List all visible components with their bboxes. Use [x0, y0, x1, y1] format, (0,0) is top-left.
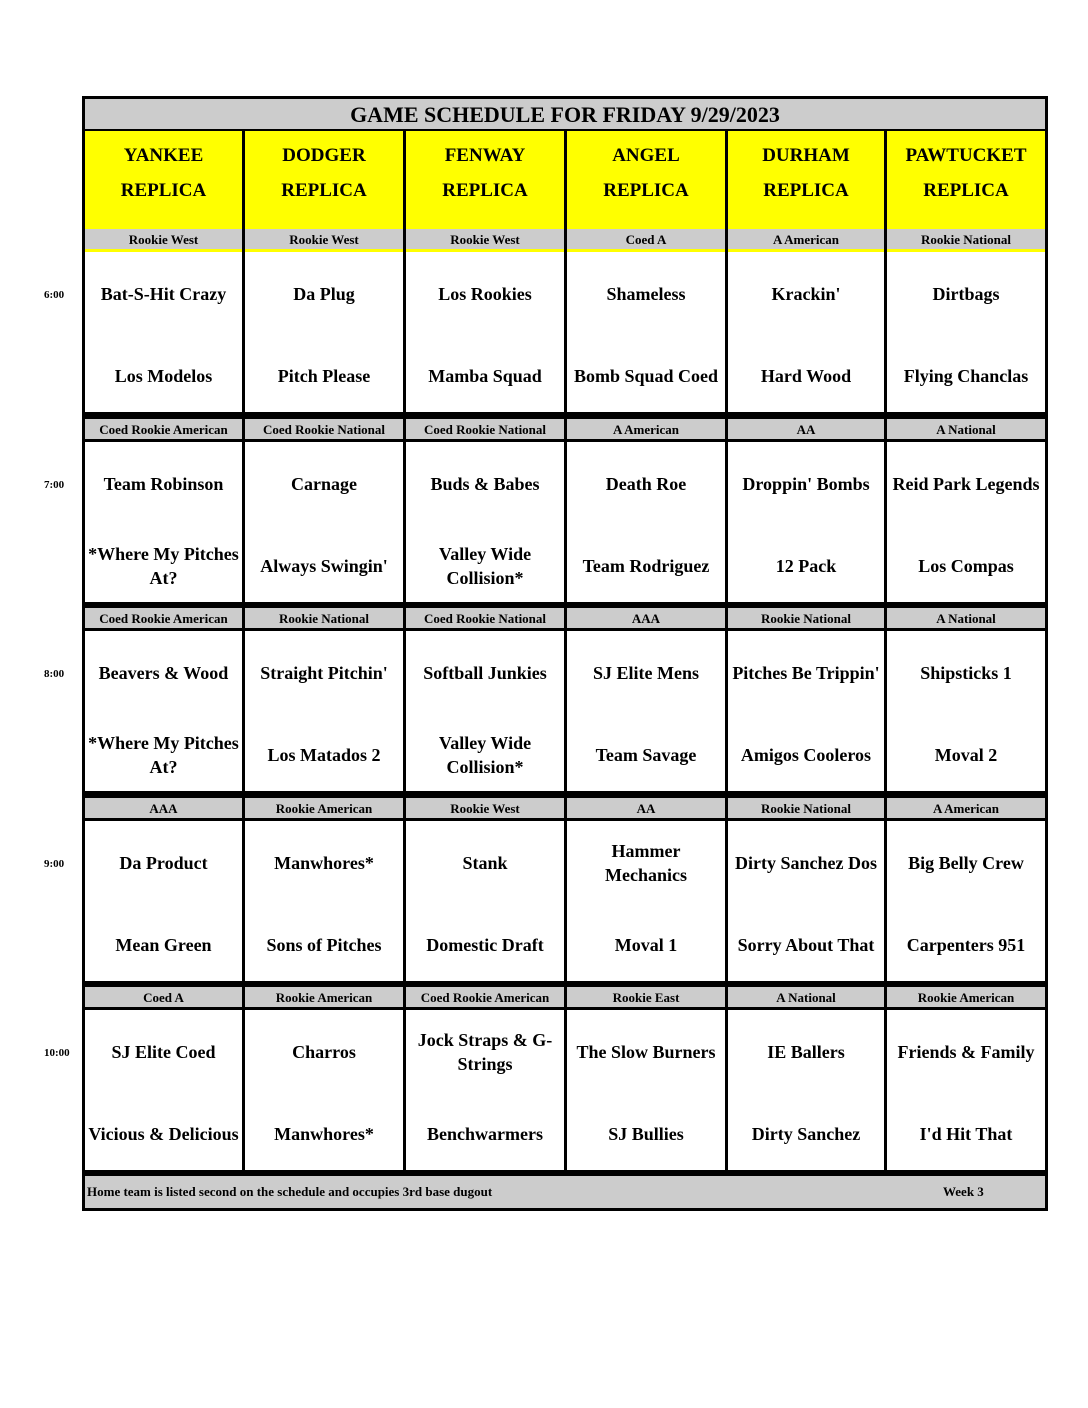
- game-cell: [887, 442, 1045, 602]
- week-label: Week 3: [943, 1184, 984, 1199]
- game-cell: [728, 1010, 884, 1170]
- home-team-name: Valley Wide Collision*: [438, 544, 532, 588]
- division-label: Rookie West: [406, 229, 564, 249]
- schedule-footer: [85, 1176, 1045, 1208]
- game-cell: [728, 442, 884, 602]
- home-team-name: Hard Wood: [760, 366, 852, 386]
- home-team-name: Mamba Squad: [428, 366, 542, 386]
- away-team-name: SJ Elite Mens: [593, 663, 699, 683]
- game-cell: [406, 821, 564, 981]
- away-team-name: Pitches Be Trippin': [732, 663, 880, 683]
- game-cell: [567, 631, 725, 791]
- home-team: [406, 346, 564, 406]
- home-team-name: Dirty Sanchez: [751, 1124, 861, 1144]
- away-team-name: Buds & Babes: [430, 474, 540, 494]
- venue-subtitle: REPLICA: [923, 180, 1009, 201]
- home-team: [85, 725, 242, 785]
- home-team-name: Always Swingin': [260, 556, 388, 576]
- home-team-name: Valley Wide Collision*: [438, 733, 532, 777]
- away-team: [406, 454, 564, 514]
- home-team-name: Flying Chanclas: [903, 366, 1029, 386]
- time-slot-label: 9:00: [44, 858, 65, 870]
- division-label: Rookie American: [887, 987, 1045, 1007]
- away-team-name: Shipsticks 1: [920, 663, 1012, 683]
- home-team: [887, 725, 1045, 785]
- game-cell: [245, 631, 403, 791]
- away-team: [728, 1022, 884, 1082]
- away-team: [567, 454, 725, 514]
- game-cell: [567, 1010, 725, 1170]
- home-team: [406, 536, 564, 596]
- home-team: [406, 915, 564, 975]
- away-team: [887, 643, 1045, 703]
- division-label: Rookie West: [245, 229, 403, 249]
- away-team: [567, 833, 725, 893]
- division-label: AAA: [567, 608, 725, 628]
- division-label: Rookie American: [245, 798, 403, 818]
- venue-subtitle: REPLICA: [281, 180, 367, 201]
- away-team-name: Da Plug: [293, 284, 355, 304]
- home-team: [728, 346, 884, 406]
- division-label: Rookie National: [728, 798, 884, 818]
- away-team: [85, 1022, 242, 1082]
- division-label: Rookie West: [85, 229, 242, 249]
- game-cell: [887, 821, 1045, 981]
- division-label: A National: [728, 987, 884, 1007]
- home-team-name: Moval 1: [614, 935, 678, 955]
- away-team: [887, 264, 1045, 324]
- game-cell: [887, 252, 1045, 412]
- away-team-name: Da Product: [119, 853, 208, 873]
- away-team: [85, 454, 242, 514]
- away-team: [406, 264, 564, 324]
- home-team-name: Carpenters 951: [906, 935, 1026, 955]
- away-team: [245, 264, 403, 324]
- away-team-name: Carnage: [291, 474, 357, 494]
- time-slot-label: 8:00: [44, 668, 65, 680]
- home-team-name: Amigos Cooleros: [740, 745, 872, 765]
- home-team: [567, 725, 725, 785]
- home-team-name: Mean Green: [115, 935, 212, 955]
- away-team-name: Krackin': [771, 284, 841, 304]
- time-slot-label: 6:00: [44, 289, 65, 301]
- away-team-name: Straight Pitchin': [260, 663, 388, 683]
- game-cell: [728, 631, 884, 791]
- venue-name: FENWAY: [444, 145, 526, 166]
- game-cell: [406, 252, 564, 412]
- home-team: [887, 536, 1045, 596]
- away-team: [245, 1022, 403, 1082]
- home-team-name: 12 Pack: [775, 556, 837, 576]
- home-team: [567, 346, 725, 406]
- venue-name: ANGEL: [612, 145, 680, 166]
- division-label: Rookie East: [567, 987, 725, 1007]
- away-team-name: Stank: [462, 853, 508, 873]
- home-team: [728, 1104, 884, 1164]
- game-cell: [85, 821, 242, 981]
- division-label: AA: [567, 798, 725, 818]
- away-team-name: IE Ballers: [767, 1042, 845, 1062]
- footer-note: Home team is listed second on the schedule and occupies 3rd base dugout: [87, 1184, 493, 1199]
- division-label: AAA: [85, 798, 242, 818]
- home-team-name: Sorry About That: [737, 935, 875, 955]
- home-team: [245, 915, 403, 975]
- division-label: A American: [728, 229, 884, 249]
- away-team: [728, 833, 884, 893]
- home-team-name: Los Matados 2: [267, 745, 381, 765]
- home-team: [887, 346, 1045, 406]
- away-team-name: Droppin' Bombs: [742, 474, 870, 494]
- away-team-name: Bat-S-Hit Crazy: [100, 284, 227, 304]
- home-team: [85, 346, 242, 406]
- home-team: [85, 536, 242, 596]
- game-cell: [406, 631, 564, 791]
- home-team: [245, 536, 403, 596]
- away-team: [567, 643, 725, 703]
- home-team: [567, 536, 725, 596]
- home-team-name: Los Modelos: [114, 366, 213, 386]
- home-team-name: Team Rodriguez: [582, 556, 710, 576]
- home-team-name: Domestic Draft: [426, 935, 544, 955]
- home-team-name: Los Compas: [918, 556, 1014, 576]
- time-slot-label: 7:00: [44, 479, 65, 491]
- venue-subtitle: REPLICA: [763, 180, 849, 201]
- game-cell: [85, 1010, 242, 1170]
- home-team: [567, 915, 725, 975]
- home-team: [245, 725, 403, 785]
- game-cell: [887, 1010, 1045, 1170]
- home-team: [887, 915, 1045, 975]
- away-team-name: Big Belly Crew: [908, 853, 1024, 873]
- division-label: Coed A: [567, 229, 725, 249]
- division-label: Rookie West: [406, 798, 564, 818]
- home-team-name: SJ Bullies: [608, 1124, 684, 1144]
- away-team: [85, 643, 242, 703]
- home-team-name: *Where My Pitches At?: [88, 733, 239, 777]
- venue-name: DODGER: [282, 145, 366, 166]
- division-label: Rookie National: [245, 608, 403, 628]
- time-slot-label: 10:00: [44, 1047, 70, 1059]
- away-team-name: Beavers & Wood: [98, 663, 229, 683]
- game-cell: [406, 1010, 564, 1170]
- away-team: [406, 833, 564, 893]
- division-label: Rookie National: [887, 229, 1045, 249]
- away-team: [887, 833, 1045, 893]
- home-team-name: Moval 2: [934, 745, 998, 765]
- game-cell: [85, 442, 242, 602]
- away-team-name: Hammer Mechanics: [605, 841, 687, 885]
- away-team-name: Dirty Sanchez Dos: [735, 853, 877, 873]
- division-label: Coed Rookie National: [406, 419, 564, 439]
- division-label: A American: [887, 798, 1045, 818]
- division-label: Rookie National: [728, 608, 884, 628]
- division-label: AA: [728, 419, 884, 439]
- home-team: [728, 915, 884, 975]
- away-team-name: Charros: [292, 1042, 356, 1062]
- home-team: [567, 1104, 725, 1164]
- home-team: [406, 1104, 564, 1164]
- away-team-name: The Slow Burners: [576, 1042, 716, 1062]
- away-team: [85, 833, 242, 893]
- away-team-name: Dirtbags: [932, 284, 1000, 304]
- away-team: [406, 1022, 564, 1082]
- away-team-name: SJ Elite Coed: [111, 1042, 216, 1062]
- schedule-title: GAME SCHEDULE FOR FRIDAY 9/29/2023: [85, 99, 1045, 129]
- home-team-name: Pitch Please: [277, 366, 371, 386]
- game-cell: [245, 252, 403, 412]
- away-team: [85, 264, 242, 324]
- game-cell: [567, 442, 725, 602]
- venue-name: PAWTUCKET: [905, 145, 1027, 166]
- away-team: [887, 454, 1045, 514]
- away-team: [728, 264, 884, 324]
- home-team: [887, 1104, 1045, 1164]
- game-cell: [245, 821, 403, 981]
- division-label: Coed Rookie National: [245, 419, 403, 439]
- home-team-name: Benchwarmers: [427, 1124, 543, 1144]
- away-team-name: Shameless: [606, 284, 686, 304]
- home-team-name: Sons of Pitches: [266, 935, 382, 955]
- home-team: [85, 915, 242, 975]
- home-team: [728, 536, 884, 596]
- away-team-name: Reid Park Legends: [892, 474, 1040, 494]
- away-team-name: Jock Straps & G-Strings: [417, 1030, 553, 1074]
- away-team: [245, 454, 403, 514]
- game-cell: [85, 252, 242, 412]
- home-team: [245, 1104, 403, 1164]
- away-team: [245, 643, 403, 703]
- home-team-name: I'd Hit That: [919, 1124, 1013, 1144]
- home-team: [85, 1104, 242, 1164]
- division-label: Rookie American: [245, 987, 403, 1007]
- home-team: [245, 346, 403, 406]
- away-team-name: Friends & Family: [897, 1042, 1035, 1062]
- division-label: A National: [887, 608, 1045, 628]
- home-team-name: Manwhores*: [274, 1124, 374, 1144]
- away-team: [406, 643, 564, 703]
- away-team-name: Death Roe: [605, 474, 687, 494]
- home-team-name: Vicious & Delicious: [88, 1124, 239, 1144]
- division-label: Coed Rookie National: [406, 608, 564, 628]
- venue-subtitle: REPLICA: [442, 180, 528, 201]
- venue-subtitle: REPLICA: [603, 180, 689, 201]
- venue-subtitle: REPLICA: [120, 180, 207, 201]
- away-team: [567, 264, 725, 324]
- game-cell: [728, 821, 884, 981]
- game-cell: [406, 442, 564, 602]
- away-team-name: Softball Junkies: [423, 663, 547, 683]
- away-team: [567, 1022, 725, 1082]
- division-label: Coed Rookie American: [85, 419, 242, 439]
- home-team: [406, 725, 564, 785]
- game-cell: [567, 821, 725, 981]
- division-label: Coed Rookie American: [85, 608, 242, 628]
- game-cell: [85, 631, 242, 791]
- away-team: [245, 833, 403, 893]
- away-team-name: Manwhores*: [274, 853, 374, 873]
- venue-name: DURHAM: [762, 145, 850, 166]
- schedule-table: [82, 96, 1048, 1211]
- division-label: Coed A: [85, 987, 242, 1007]
- home-team-name: Bomb Squad Coed: [573, 366, 719, 386]
- game-cell: [245, 1010, 403, 1170]
- away-team: [887, 1022, 1045, 1082]
- home-team-name: Team Savage: [595, 745, 697, 765]
- game-cell: [887, 631, 1045, 791]
- away-team: [728, 643, 884, 703]
- division-label: Coed Rookie American: [406, 987, 564, 1007]
- away-team-name: Los Rookies: [438, 284, 532, 304]
- division-label: A National: [887, 419, 1045, 439]
- home-team-name: *Where My Pitches At?: [88, 544, 239, 588]
- game-cell: [728, 252, 884, 412]
- game-cell: [567, 252, 725, 412]
- venue-name: YANKEE: [123, 145, 204, 166]
- away-team-name: Team Robinson: [103, 474, 224, 494]
- away-team: [728, 454, 884, 514]
- division-label: A American: [567, 419, 725, 439]
- home-team: [728, 725, 884, 785]
- game-cell: [245, 442, 403, 602]
